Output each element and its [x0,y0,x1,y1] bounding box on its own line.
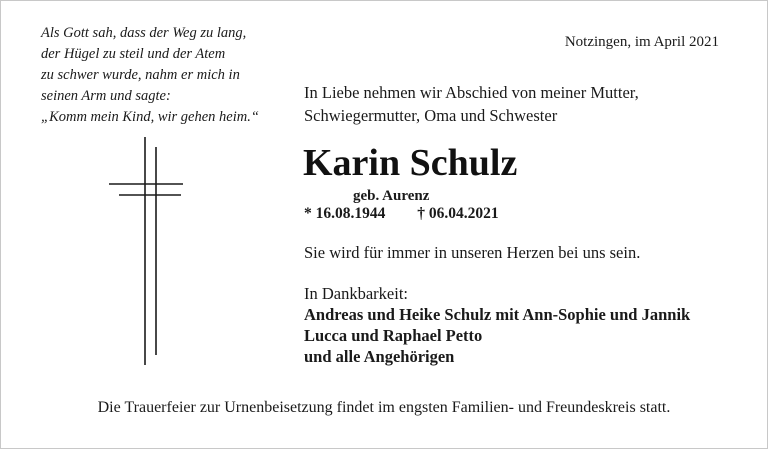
verse-line: „Komm mein Kind, wir gehen heim.“ [41,109,259,125]
ceremony-notice: Die Trauerfeier zur Urnenbeisetzung findet im engsten Familien- und Freundeskreis statt. [97,399,671,416]
intro-line: Schwiegermutter, Oma und Schwester [304,106,558,125]
verse-quote [41,23,291,128]
life-dates [304,205,499,223]
thanks-section [304,283,690,367]
cross-icon [105,137,187,367]
place-date: Notzingen, im April 2021 [564,34,719,50]
maiden-name: geb. Aurenz [353,188,430,204]
thanks-label: In Dankbarkeit: [304,284,409,303]
deceased-name: Karin Schulz [303,142,518,184]
verse-line: seinen Arm und sagte: [41,88,171,104]
intro-line: In Liebe nehmen wir Abschied von meiner Mutter, [304,83,639,102]
birth-date: * 16.08.1944 [304,205,386,222]
mourner-line: Andreas und Heike Schulz mit Ann-Sophie und Jannik [304,305,691,324]
verse-line: Als Gott sah, dass der Weg zu lang, [41,25,247,41]
intro-text [304,81,639,127]
verse-line: zu schwer wurde, nahm er mich in [41,67,240,83]
death-date: † 06.04.2021 [417,205,499,222]
remembrance-text: Sie wird für immer in unseren Herzen bei uns sein. [304,243,641,262]
mourner-line: und alle Angehörigen [304,347,455,366]
verse-line: der Hügel zu steil und der Atem [41,46,226,62]
mourner-line: Lucca und Raphael Petto [304,326,483,345]
